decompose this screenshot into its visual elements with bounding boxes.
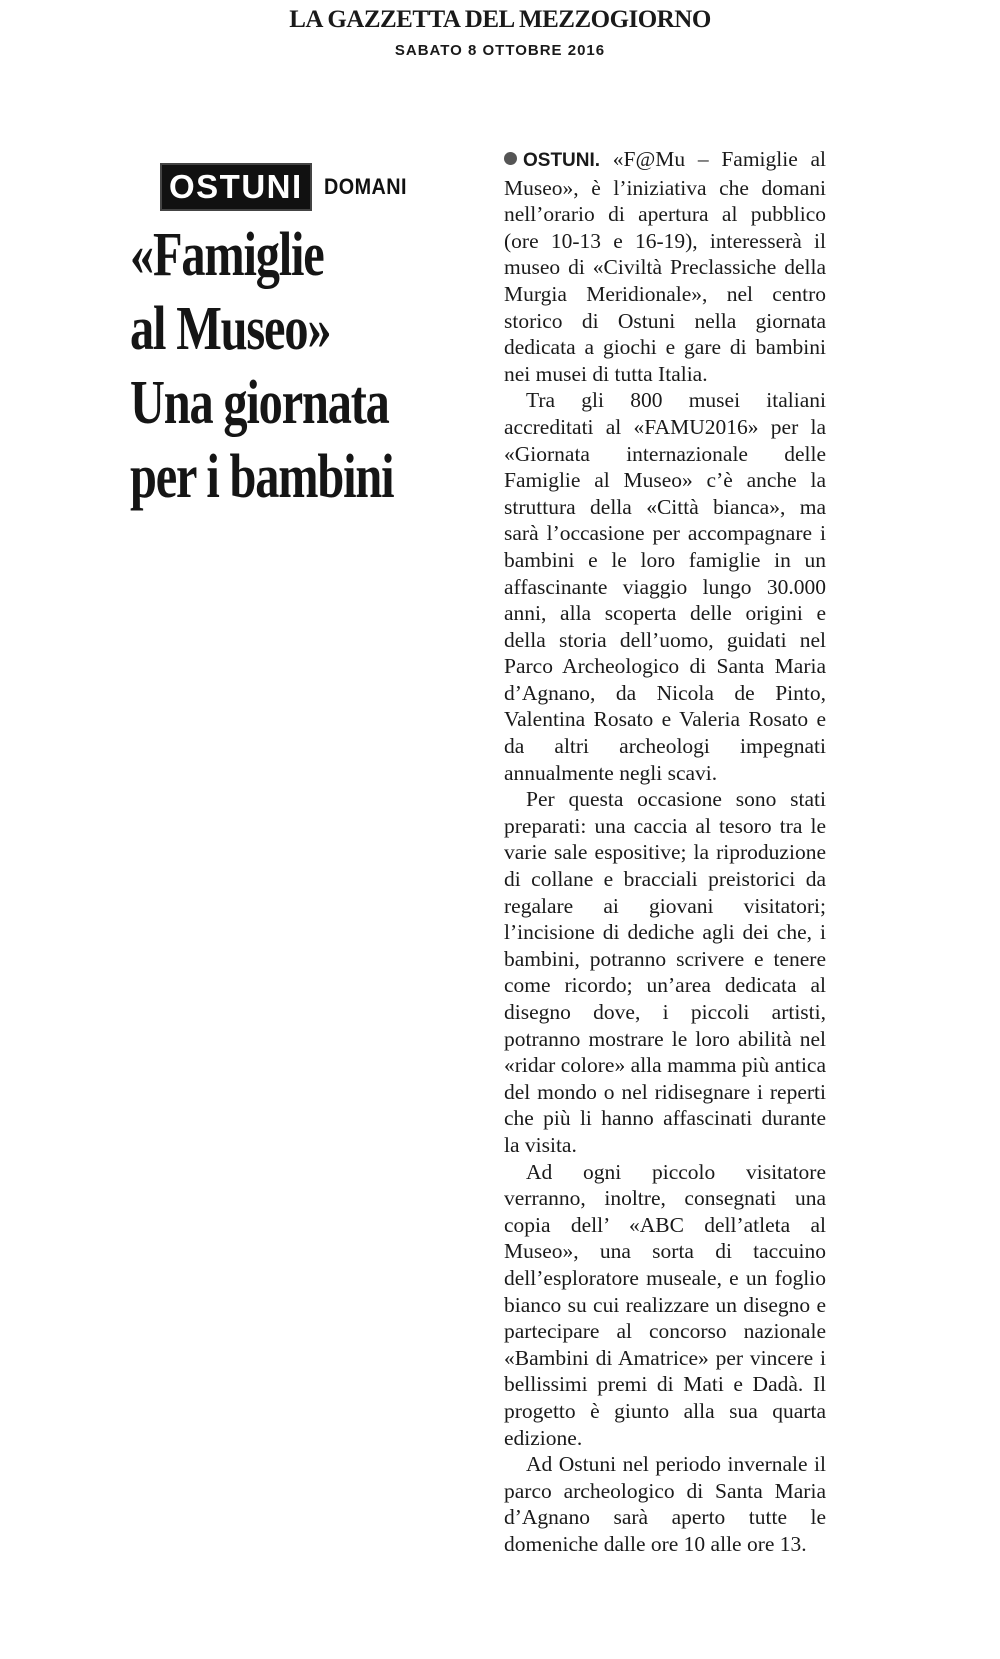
article-body — [504, 146, 826, 1557]
paragraph-text: «F@Mu – Famiglie al Museo», è l’iniziativa che domani nell’orario di apertura al pubblico (ore 10-13 e 16-19), interesserà il museo di «Civiltà Preclassiche della Murgia Meridionale», nel centro storico di Ostuni nella giornata dedicata a giochi e gare di bambini nei musei di tutta Italia. — [504, 147, 827, 386]
article-paragraph — [504, 146, 826, 387]
article-paragraph: Tra gli 800 musei italiani accreditati al «FAMU2016» per la «Giornata internazionale delle Famiglie al Museo» c’è anche la struttura della «Città bianca», ma sarà l’occasione per accompagnare i bambini e le loro famiglie in un affascinante viaggio lungo 30.000 anni, alla scoperta delle origini e della storia dell’uomo, guidati nel Parco Archeologico di Santa Maria d’Agnano, da Nicola de Pinto, Valentina Rosato e Valeria Rosato e da altri archeologi impegnati annualmente negli scavi. — [504, 388, 826, 785]
publication-date: SABATO 8 OTTOBRE 2016 — [394, 42, 606, 59]
headline-line: Una giornata — [130, 369, 389, 437]
headline-line: «Famiglie — [130, 221, 324, 289]
article-paragraph: Per questa occasione sono stati preparati: una caccia al tesoro tra le varie sale espositive; la riproduzione di collane e bracciali preistorici da regalare ai giovani visitatori; l’incisione di dediche agli dei che, i bambini, potranno scrivere e tenere come ricordo; un’area dedicata al disegno dove, i piccoli artisti, potranno mostrare le loro abilità nel «ridar colore» alla mamma più antica del mondo o nel ridisegnare i reperti che più li hanno affascinati durante la visita. — [504, 787, 826, 1157]
article-paragraph: Ad ogni piccolo visitatore verranno, inoltre, consegnati una copia dell’ «ABC dell’atleta al Museo», una sorta di taccuino dell’esploratore museale, e un foglio bianco su cui realizzare un disegno e partecipare al concorso nazionale «Bambini di Amatrice» per vincere i bellissimi premi di Mati e Dadà. Il progetto è giunto alla sua quarta edizione. — [504, 1159, 826, 1450]
article-headline — [130, 218, 394, 514]
newspaper-masthead: LA GAZZETTA DEL MEZZOGIORNO — [289, 6, 711, 33]
section-kicker — [160, 163, 416, 211]
article-dateline: OSTUNI. — [523, 150, 601, 171]
location-tag: OSTUNI — [160, 163, 312, 211]
headline-line: al Museo» — [130, 295, 331, 363]
headline-line: per i bambini — [130, 443, 394, 511]
kicker-label: DOMANI — [323, 174, 407, 199]
bullet-icon — [504, 152, 517, 165]
article-paragraph: Ad Ostuni nel periodo invernale il parco archeologico di Santa Maria d’Agnano sarà aperto tutte le domeniche dalle ore 10 alle ore 13. — [504, 1452, 826, 1556]
